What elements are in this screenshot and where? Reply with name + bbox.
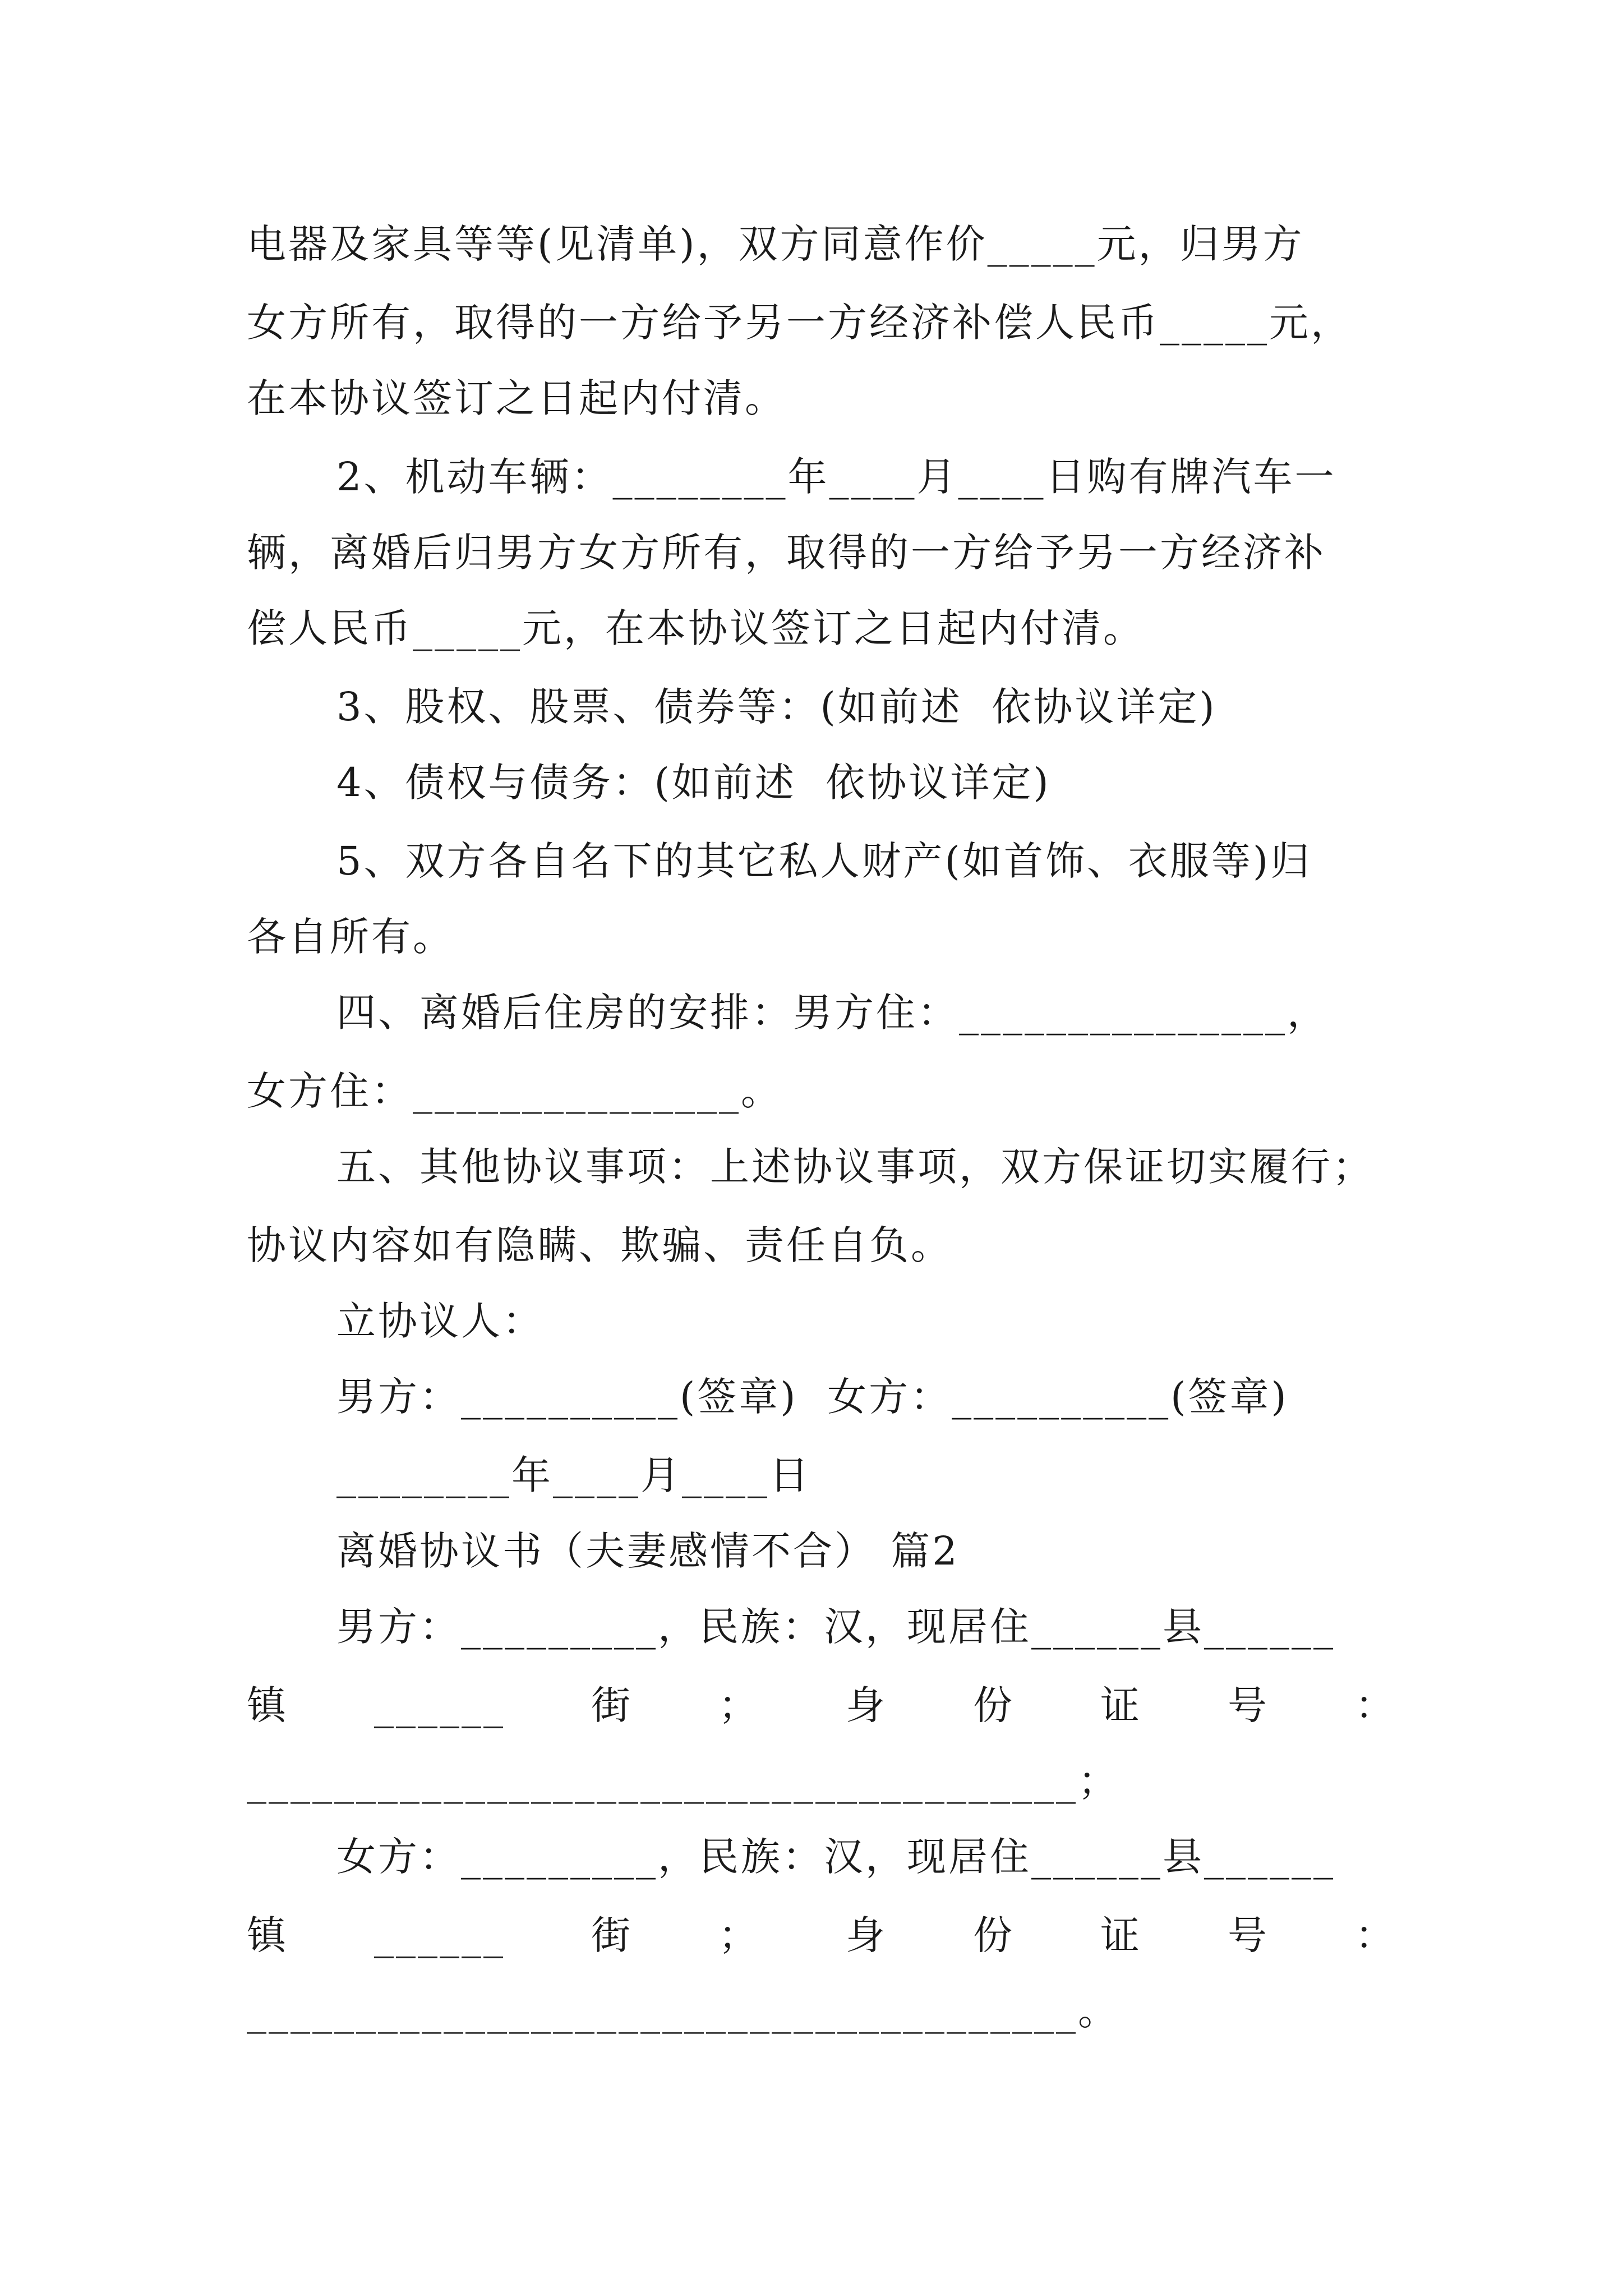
text-line: 女方：_________，民族：汉，现居住______县______ (336, 1834, 1335, 1880)
spread-token: ； (718, 1912, 760, 1958)
spread-token: ： (1355, 1912, 1396, 1958)
spread-token: 镇 (247, 1912, 288, 1958)
spread-token: 号 (1228, 1682, 1269, 1728)
text-line: 女方所有，取得的一方给予另一方经济补偿人民币_____元， (247, 300, 1352, 346)
text-line: 男方：_________，民族：汉，现居住______县______ (336, 1604, 1335, 1650)
text-line: ______________________________________； (247, 1758, 1119, 1804)
text-line: 五、其他协议事项：上述协议事项，双方保证切实履行； (336, 1144, 1374, 1190)
text-line: 各自所有。 (247, 914, 454, 960)
spread-token: 身 (846, 1682, 887, 1728)
text-line: 四、离婚后住房的安排：男方住：_______________， (336, 990, 1329, 1036)
text-line: 电器及家具等等(见清单)，双方同意作价_____元，归男方 (247, 221, 1304, 267)
text-line: ______________________________________。 (247, 1988, 1119, 2034)
spread-token: ______ (374, 1682, 505, 1728)
spread-token: 号 (1228, 1912, 1269, 1958)
text-line: 女方住：_______________。 (247, 1068, 782, 1114)
signature-line: 男方：__________(签章) 女方：__________(签章) (336, 1374, 1289, 1420)
text-line-spread (247, 1677, 1396, 1733)
spread-token: ： (1355, 1682, 1396, 1728)
text-line-spread (247, 1907, 1396, 1963)
text-line: 2、机动车辆：________年____月____日购有牌汽车一 (336, 454, 1336, 500)
text-line: 偿人民币_____元，在本协议签订之日起内付清。 (247, 605, 1145, 651)
spread-token: 街 (591, 1682, 633, 1728)
spread-token: 份 (973, 1682, 1015, 1728)
text-line: 辆，离婚后归男方女方所有，取得的一方给予另一方经济补 (247, 530, 1326, 576)
text-line: 在本协议签订之日起内付清。 (247, 375, 786, 421)
text-line: 5、双方各自名下的其它私人财产(如首饰、衣服等)归 (336, 838, 1312, 884)
spread-token: ； (718, 1682, 760, 1728)
text-line: 协议内容如有隐瞒、欺骗、责任自负。 (247, 1222, 952, 1268)
spread-token: 证 (1100, 1912, 1142, 1958)
text-line: 4、债权与债务：(如前述 依协议详定) (336, 760, 1051, 806)
spread-token: 街 (591, 1912, 633, 1958)
section-title: 离婚协议书（夫妻感情不合） 篇2 (336, 1528, 960, 1574)
spread-token: 证 (1100, 1682, 1142, 1728)
text-line: 3、股权、股票、债券等：(如前述 依协议详定) (336, 684, 1217, 730)
spread-token: ______ (374, 1912, 505, 1958)
date-line: ________年____月____日 (336, 1452, 811, 1498)
text-line: 立协议人： (336, 1298, 544, 1344)
spread-token: 身 (846, 1912, 887, 1958)
spread-token: 份 (973, 1912, 1015, 1958)
spread-token: 镇 (247, 1682, 288, 1728)
